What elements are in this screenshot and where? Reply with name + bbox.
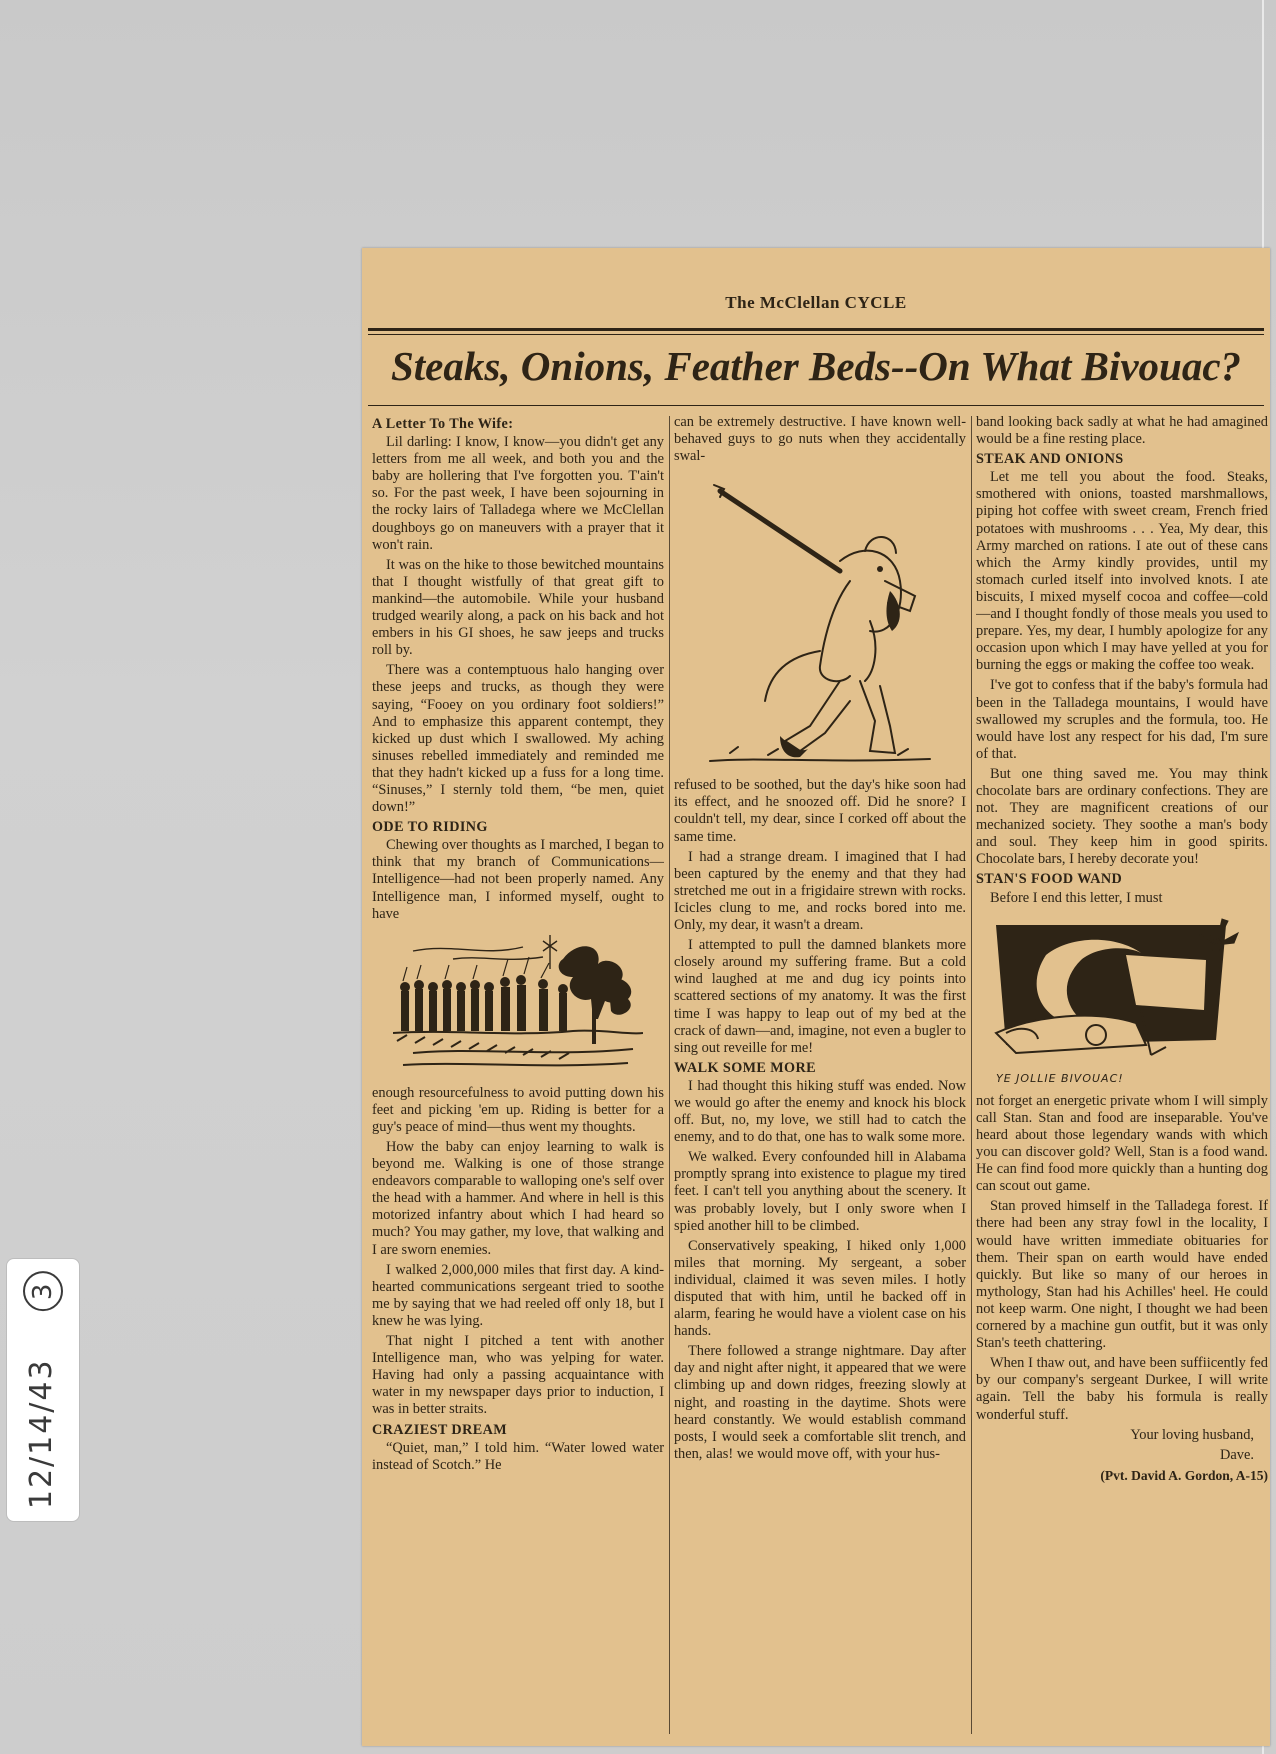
archive-label-sticker (6, 1258, 80, 1522)
paragraph: can be extremely destructive. I have known well-behaved guys to go nuts when they accidentally swal- (674, 414, 966, 465)
masthead-rule (368, 328, 1264, 331)
section-heading: CRAZIEST DREAM (372, 1421, 508, 1438)
article-column-3 (976, 414, 1268, 1734)
paragraph: How the baby can enjoy learning to walk is beyond me. Walking is one of those strange endeavors comparable to walloping one's self over the head with a hammer. And where in hell is this motorized infantry about which I had heard so much? You may gather, my love, that walking and I are sworn enemies. (372, 1139, 664, 1258)
paragraph: I walked 2,000,000 miles that first day. A kind-hearted communications sergeant tried to soothe me by saying that we had reeled off only 18, but I knew he was lying. (372, 1261, 664, 1329)
paragraph: But one thing saved me. You may think chocolate bars are ordinary confections. They are not. They are magnificent creations of our mechanized society. They soothe a man's body and soul. They keep him in good spirits. Chocolate bars, I hereby decorate you! (976, 765, 1268, 868)
paragraph: Before I end this letter, I must (990, 889, 1163, 906)
headline: Steaks, Onions, Feather Beds--On What Bivouac? (390, 343, 1242, 389)
archive-date: 12/14/43 (24, 1358, 59, 1510)
paragraph: When I thaw out, and have been suffiicently fed by our company's sergeant Durkee, I will write again. Tell the baby his formula is really wonderful stuff. (976, 1355, 1268, 1423)
cartoon-caption: YE JOLLIE BIVOUAC! (996, 1071, 1124, 1085)
signature-line: Dave. (1220, 1446, 1254, 1463)
byline: (Pvt. David A. Gordon, A-15) (1100, 1467, 1268, 1483)
paragraph: We walked. Every confounded hill in Alabama promptly sprang into existence to plague my tired feet. I can't tell you anything about the scenery. It was probably lovely, but I only swore when I spied another hill to be climbed. (674, 1149, 966, 1234)
column-divider (971, 416, 972, 1734)
paragraph: Chewing over thoughts as I marched, I began to think that my branch of Communications—Intelligence—had not been properly named. Any Intelligence man, I informed myself, ought to have (372, 837, 664, 922)
paragraph: Stan proved himself in the Talladega forest. If there had been any stray fowl in the locality, I would have written immediate obituaries for them. Their span on earth would have ended quickly. But like so many of our heroes in mythology, Stan had his Achilles' heel. He could not keep warm. One night, I thought we had been cornered by a machine gun outfit, but it was only Stan's teeth chattering. (976, 1198, 1268, 1352)
masthead: The McClellan CYCLE (725, 293, 907, 312)
section-heading: ODE TO RIDING (372, 819, 488, 836)
paragraph: Conservatively speaking, I hiked only 1,000 miles that morning. My sergeant, a sober individual, claimed it was seven miles. I hotly disputed that with him, until he backed off in alarm, fearing he would have a violent case on his hands. (674, 1237, 966, 1340)
column-divider (669, 416, 670, 1734)
paragraph: Let me tell you about the food. Steaks, smothered with onions, toasted marshmallows, piping hot coffee with sweet cream, French fried potatoes with mushrooms . . . Yea, My dear, this Army marched on rations. I ate out of these cans which the Army kindly provides, until my stomach curled itself into involved knots. I ate biscuits, I mixed myself cocoa and coffee—cold—and I thought fondly of those meals you used to prepare. Yes, my dear, I humbly apologize for any occasion upon which I may have yelled at you for burning the eggs or making the coffee too weak. (976, 469, 1268, 674)
paragraph: band looking back sadly at what he had amagined would be a fine resting place. (976, 414, 1268, 448)
paragraph: There was a contemptuous halo hanging over these jeeps and trucks, as though they were saying, “Fooey on you ordinary foot soldiers!” And to emphasize this apparent contempt, they kicked up dust which I swallowed. My aching sinuses rebelled immediately and reminded me that they hadn't kicked up a fuss for a long time. “Sinuses,” I sternly told them, “be men, quiet down!” (372, 662, 664, 816)
marching-soldier-cartoon (700, 471, 940, 771)
bivouac-cartoon-drawing (976, 915, 1262, 1065)
section-heading: STAN'S FOOD WAND (976, 871, 1123, 888)
paragraph: I had thought this hiking stuff was ended. Now we would go after the enemy and knock his block off. But, no, my love, we still had to catch the enemy, and to do that, one has to walk some more. (674, 1077, 966, 1146)
paragraph: It was on the hike to those bewitched mountains that I thought wistfully of that great gift to mankind—the automobile. While your husband trudged wearily along, a pack on his back and hot embers in his GI shoes, he saw jeeps and trucks roll by. (372, 556, 664, 659)
paragraph: I've got to confess that if the baby's formula had been in the Talladega mountains, I would have swallowed my scruples and the formula, too. He would have lost any respect for his dad, I'm sure of that. (976, 677, 1268, 762)
signature-line: Your loving husband, (1130, 1426, 1254, 1443)
bivouac-cartoon (976, 915, 1268, 1087)
archive-label-text (23, 1271, 63, 1509)
archive-page-number: 3 (23, 1271, 63, 1311)
paragraph: “Quiet, man,” I told him. “Water lowed water instead of Scotch.” He (372, 1439, 664, 1473)
newspaper-clipping (362, 248, 1270, 1746)
paragraph: not forget an energetic private whom I will simply call Stan. Stan and food are inseparable. You've heard about those legendary wands with which you can discover gold? Well, Stan is a food wand. He can find food more quickly than a hunting dog can scout out game. (976, 1092, 1268, 1195)
paragraph: Lil darling: I know, I know—you didn't get any letters from me all week, and both you and the baby are hollering that I've forgotten you. T'ain't so. For the past week, I have been sojourning in the rocky lairs of Talladega where we McClellan doughboys go on maneuvers with a prayer that it won't rain. (372, 434, 664, 553)
paragraph: I had a strange dream. I imagined that I had been captured by the enemy and that they had stretched me out in a frigidaire strewn with rocks. Icicles clung to me, and rocks bored into me. Only, my dear, it wasn't a dream. (674, 848, 966, 934)
paragraph: That night I pitched a tent with another Intelligence man, who was yelping for water. Having had only a passing acquaintance with water in my newspaper days prior to induction, I was in better straits. (372, 1333, 664, 1418)
masthead-rule-thin (368, 334, 1264, 335)
paragraph: There followed a strange nightmare. Day after day and night after night, it appeared that we were climbing up and down ridges, freezing slowly at night, and roasting in the daytime. Shots were heard constantly. We would establish command posts, I would seek a comfortable slit trench, and then, alas! we would move off, with your hus- (674, 1343, 966, 1462)
section-heading: A Letter To The Wife: (372, 416, 514, 432)
paragraph: I attempted to pull the damned blankets more closely around my suffering frame. But a cold wind laughed at me and dug icy points into scattered sections of my anatomy. It was the first time I was happy to leap out of my bed at the crack of dawn—and, imagine, not even a bugler to sing out reveille for me! (674, 937, 966, 1056)
article-column-1 (372, 414, 664, 1734)
headline-rule (368, 405, 1264, 406)
section-heading: STEAK AND ONIONS (976, 451, 1124, 468)
section-heading: WALK SOME MORE (674, 1059, 816, 1076)
article-column-2 (674, 414, 966, 1734)
paragraph: enough resourcefulness to avoid putting down his feet and picking 'em up. Riding is better for a guy's peace of mind—thus went my thoughts. (372, 1084, 664, 1135)
paragraph: refused to be soothed, but the day's hike soon had its effect, and he snoozed off. Did he snore? I couldn't tell, my dear, since I corked off about the same time. (674, 777, 966, 845)
marching-soldiers-illustration (393, 929, 643, 1079)
